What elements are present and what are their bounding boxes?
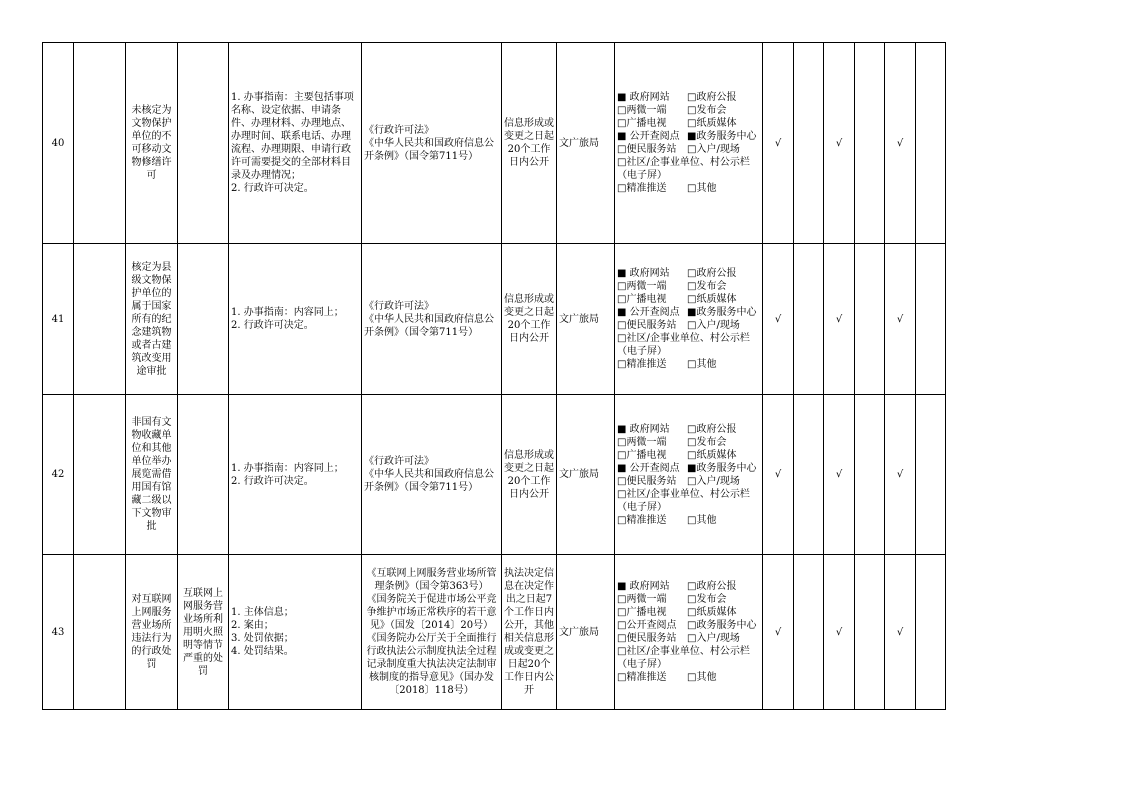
check-mark (794, 555, 824, 710)
disclosure-channels (615, 395, 763, 555)
content-line: 3. 处罚依据； (231, 633, 294, 644)
disclosure-subject: 文广旅局 (557, 395, 615, 555)
check-mark (916, 43, 946, 244)
channel-option: □发布会 (687, 436, 727, 448)
channel-option: □精准推送 (617, 183, 667, 194)
check-mark (855, 555, 885, 710)
item-name: 非国有文物收藏单位和其他单位举办展览需借用国有馆藏二级以下文物审批 (126, 395, 178, 555)
blank-column (74, 395, 126, 555)
basis-line: 《中华人民共和国政府信息公开条例》（国令第711号） (364, 469, 494, 493)
disclosure-timing: 执法决定信息在决定作出之日起7个工作日内公开，其他相关信息形成或变更之日起20个工作日内公开 (502, 555, 557, 710)
basis-line: 《行政许可法》 (364, 456, 434, 467)
check-mark (916, 395, 946, 555)
sub-item-name (178, 43, 229, 244)
check-mark (916, 244, 946, 395)
basis-line: 《互联网上网服务营业场所管理条例》（国令第363号） (366, 568, 497, 592)
content-line: 2. 行政许可决定。 (231, 183, 314, 194)
channel-option: □便民服务站 (617, 144, 677, 155)
channel-option: □广播电视 (617, 118, 667, 129)
channel-option: ■ 政府网站 (617, 581, 670, 592)
channel-option: □入户/现场 (687, 320, 740, 331)
basis-line: 《中华人民共和国政府信息公开条例》（国令第711号） (364, 313, 494, 338)
blank-column (74, 43, 126, 244)
row-number: 42 (43, 395, 74, 555)
channel-option: □其他 (687, 672, 717, 683)
sub-item-name (178, 244, 229, 395)
check-mark: √ (763, 555, 794, 710)
channel-option: □公开查阅点 (617, 620, 677, 631)
check-mark: √ (824, 43, 855, 244)
channel-option: □精准推送 (617, 359, 667, 370)
channel-option: ■ 政府网站 (617, 423, 670, 435)
channel-option: □入户/现场 (687, 475, 740, 487)
check-mark (794, 244, 824, 395)
check-mark (794, 43, 824, 244)
channel-option: □社区/企事业单位、村公示栏（电子屏） (617, 333, 750, 357)
disclosure-basis (362, 395, 502, 555)
basis-line: 《行政许可法》 (364, 300, 434, 312)
item-name: 核定为县级文物保护单位的属于国家所有的纪念建筑物或者古建筑改变用途审批 (126, 244, 178, 395)
content-line: 1. 主体信息； (231, 607, 294, 618)
channel-option: □精准推送 (617, 672, 667, 683)
channel-option: ■ 公开查阅点 (617, 307, 680, 318)
channel-option: □发布会 (687, 594, 727, 605)
channel-option: □两微一端 (617, 436, 667, 448)
channel-option: ■ 公开查阅点 (617, 131, 680, 142)
content-line: 4. 处罚结果。 (231, 646, 294, 657)
disclosure-subject: 文广旅局 (557, 244, 615, 395)
check-mark: √ (763, 395, 794, 555)
channel-option: □便民服务站 (617, 633, 677, 644)
disclosure-table (42, 42, 946, 710)
disclosure-channels (615, 43, 763, 244)
channel-option: □入户/现场 (687, 144, 740, 155)
channel-option: □发布会 (687, 105, 727, 116)
check-mark (794, 395, 824, 555)
channel-option: □政府公报 (687, 92, 737, 103)
disclosure-channels (615, 244, 763, 395)
disclosure-basis (362, 555, 502, 710)
channel-option: □广播电视 (617, 449, 667, 461)
channel-option: □政府公报 (687, 423, 737, 435)
item-name: 未核定为文物保护单位的不可移动文物修缮许可 (126, 43, 178, 244)
check-mark: √ (885, 244, 916, 395)
channel-option: □政府公报 (687, 268, 737, 279)
channel-option: □纸质媒体 (687, 607, 737, 618)
disclosure-basis (362, 244, 502, 395)
channel-option: □便民服务站 (617, 475, 677, 487)
check-mark: √ (824, 244, 855, 395)
content-line: 2. 案由； (231, 620, 274, 631)
channel-option: □发布会 (687, 281, 727, 292)
disclosure-timing: 信息形成或变更之日起20个工作日内公开 (502, 43, 557, 244)
channel-option: □广播电视 (617, 607, 667, 618)
check-mark: √ (824, 555, 855, 710)
channel-option: □精准推送 (617, 514, 667, 526)
content-line: 2. 行政许可决定。 (231, 320, 314, 331)
check-mark (916, 555, 946, 710)
channel-option: ■政务服务中心 (687, 307, 757, 318)
check-mark: √ (824, 395, 855, 555)
blank-column (74, 244, 126, 395)
channel-option: □两微一端 (617, 281, 667, 292)
channel-option: □政务服务中心 (687, 620, 757, 631)
channel-option: □政府公报 (687, 581, 737, 592)
basis-line: 《国务院办公厅关于全面推行行政执法公示制度执法全过程记录制度重大执法决定法制审核制度的指导意见》（国办发〔2018〕118号） (366, 633, 497, 696)
channel-option: □纸质媒体 (687, 118, 737, 129)
table-row (43, 43, 946, 244)
check-mark (855, 244, 885, 395)
channel-option: □便民服务站 (617, 320, 677, 331)
check-mark: √ (885, 555, 916, 710)
check-mark (855, 43, 885, 244)
channel-option: □社区/企事业单位、村公示栏（电子屏） (617, 646, 750, 670)
channel-option: □其他 (687, 514, 717, 526)
sub-item-name (178, 395, 229, 555)
channel-option: □纸质媒体 (687, 449, 737, 461)
content-line: 1. 办事指南：主要包括事项名称、设定依据、申请条件、办理材料、办理地点、办理时间、联系电话、办理流程、办理期限、申请行政许可需要提交的全部材料目录及办理情况； (231, 92, 354, 181)
disclosure-content (229, 555, 362, 710)
table-row (43, 395, 946, 555)
blank-column (74, 555, 126, 710)
channel-option: □纸质媒体 (687, 294, 737, 305)
basis-line: 《国务院关于促进市场公平竞争维护市场正常秩序的若干意见》（国发〔2014〕20号） (366, 594, 497, 631)
channel-option: □社区/企事业单位、村公示栏（电子屏） (617, 488, 750, 513)
basis-line: 《行政许可法》 (364, 124, 434, 136)
disclosure-content (229, 395, 362, 555)
channel-option: □两微一端 (617, 594, 667, 605)
channel-option: □入户/现场 (687, 633, 740, 644)
sub-item-name: 互联网上网服务营业场所利用明火照明等情节严重的处罚 (178, 555, 229, 710)
table-row (43, 555, 946, 710)
basis-line: 《中华人民共和国政府信息公开条例》（国令第711号） (364, 137, 494, 162)
check-mark: √ (885, 43, 916, 244)
disclosure-basis (362, 43, 502, 244)
check-mark: √ (763, 244, 794, 395)
disclosure-timing: 信息形成或变更之日起20个工作日内公开 (502, 244, 557, 395)
check-mark (855, 395, 885, 555)
content-line: 1. 办事指南：内容同上； (231, 462, 344, 474)
content-line: 1. 办事指南：内容同上； (231, 307, 344, 318)
channel-option: □其他 (687, 359, 717, 370)
channel-option: □其他 (687, 183, 717, 194)
table-row (43, 244, 946, 395)
channel-option: ■ 政府网站 (617, 92, 670, 103)
disclosure-subject: 文广旅局 (557, 555, 615, 710)
row-number: 43 (43, 555, 74, 710)
row-number: 41 (43, 244, 74, 395)
disclosure-timing: 信息形成或变更之日起20个工作日内公开 (502, 395, 557, 555)
channel-option: ■ 政府网站 (617, 268, 670, 279)
channel-option: □广播电视 (617, 294, 667, 305)
channel-option: □社区/企事业单位、村公示栏（电子屏） (617, 157, 750, 181)
check-mark: √ (885, 395, 916, 555)
disclosure-channels (615, 555, 763, 710)
disclosure-content (229, 244, 362, 395)
disclosure-subject: 文广旅局 (557, 43, 615, 244)
channel-option: □两微一端 (617, 105, 667, 116)
content-line: 2. 行政许可决定。 (231, 475, 314, 487)
channel-option: ■ 公开查阅点 (617, 462, 680, 474)
disclosure-content (229, 43, 362, 244)
row-number: 40 (43, 43, 74, 244)
item-name: 对互联网上网服务营业场所违法行为的行政处罚 (126, 555, 178, 710)
channel-option: ■政务服务中心 (687, 131, 757, 142)
check-mark: √ (763, 43, 794, 244)
channel-option: ■政务服务中心 (687, 462, 757, 474)
